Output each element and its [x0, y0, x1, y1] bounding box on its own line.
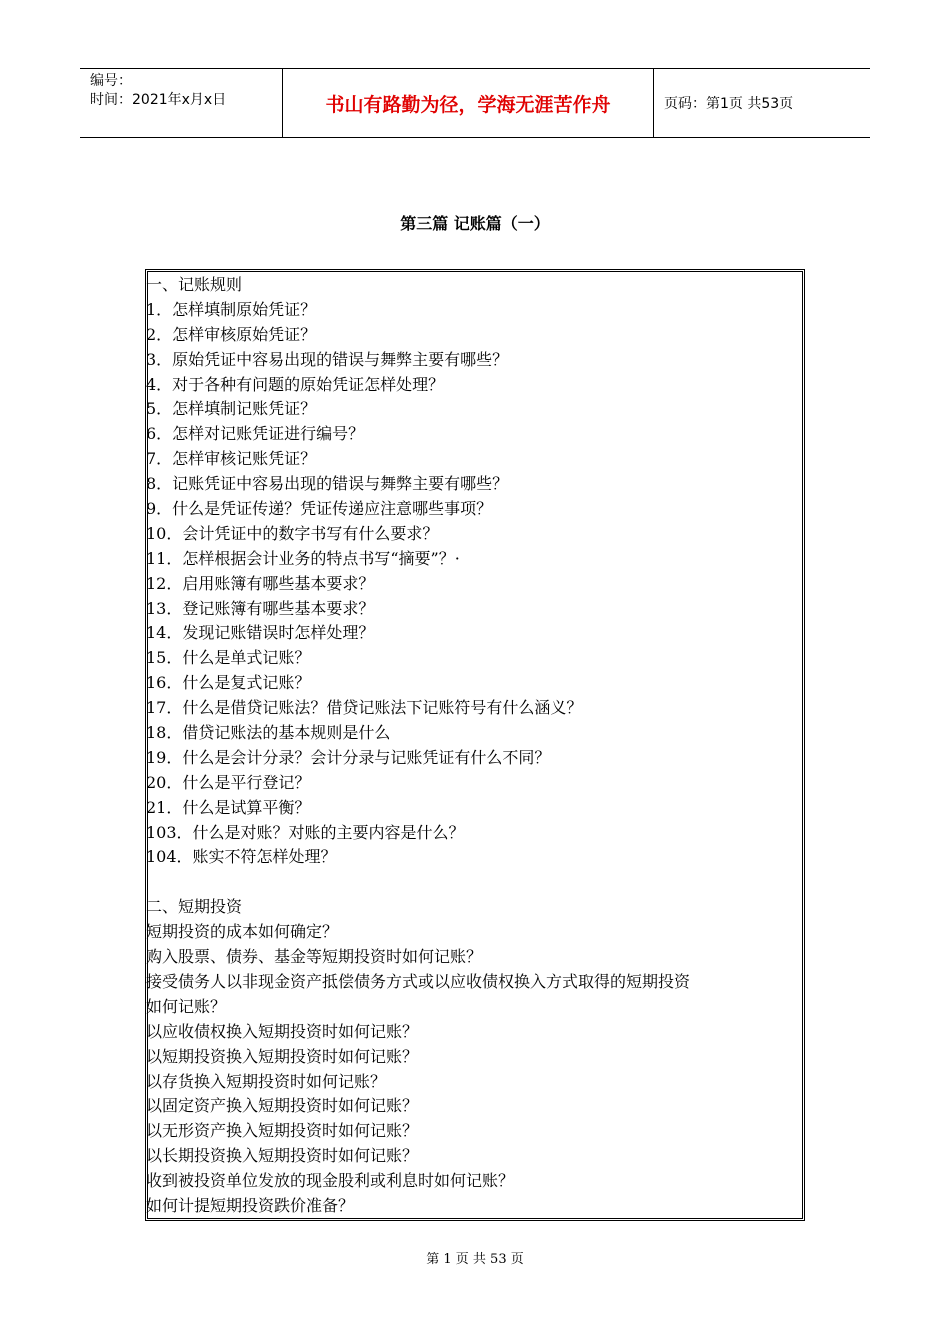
content-line: 12．启用账簿有哪些基本要求？ [146, 573, 375, 593]
content-line: 以长期投资换入短期投资时如何记账？ [146, 1146, 419, 1166]
content-line: 一、记账规则 [146, 275, 243, 294]
page-footer: 第 1 页 共 53 页 [426, 1252, 524, 1267]
content-line: 14．发现记账错误时怎样处理？ [146, 623, 375, 643]
content-line: 以无形资产换入短期投资时如何记账？ [146, 1121, 419, 1141]
header-slogan: 书山有路勤为径，学海无涯苦作舟 [283, 69, 654, 137]
content-line: 15．什么是单式记账？ [146, 648, 311, 668]
content-line: 103．什么是对账？对账的主要内容是什么？ [146, 822, 465, 842]
content-line: 5．怎样填制记账凭证？ [146, 399, 317, 419]
content-line: 19．什么是会计分录？会计分录与记账凭证有什么不同？ [146, 747, 551, 767]
content-line: 4．对于各种有问题的原始凭证怎样处理？ [146, 374, 445, 394]
content-line: 16．什么是复式记账？ [146, 673, 311, 693]
content-line: 10．会计凭证中的数字书写有什么要求？ [146, 523, 439, 543]
content-lines [146, 273, 802, 1219]
content-line: 二、短期投资 [146, 897, 243, 917]
content-line: 9．什么是凭证传递？凭证传递应注意哪些事项？ [146, 499, 493, 519]
header-serial-label: 编号： [90, 73, 132, 89]
content-line: 收到被投资单位发放的现金股利或利息时如何记账？ [146, 1171, 515, 1191]
content-line: 以固定资产换入短期投资时如何记账？ [146, 1096, 419, 1116]
content-line: 如何计提短期投资跌价准备？ [146, 1195, 355, 1215]
content-line: 104．账实不符怎样处理？ [146, 847, 337, 867]
header-meta [80, 69, 283, 137]
header-page-info: 页码：第1页 共53页 [664, 96, 794, 112]
document-title: 第三篇 记账篇（一） [400, 214, 550, 233]
content-line: 2．怎样审核原始凭证？ [146, 324, 317, 344]
content-line: 1．怎样填制原始凭证？ [146, 299, 317, 319]
content-line: 20．什么是平行登记？ [146, 772, 311, 792]
content-line: 21．什么是试算平衡？ [146, 797, 311, 817]
content-line: 3．原始凭证中容易出现的错误与舞弊主要有哪些？ [146, 349, 509, 369]
content-line: 13．登记账簿有哪些基本要求？ [146, 598, 375, 618]
content-line [146, 870, 802, 895]
content-line: 18．借贷记账法的基本规则是什么 [146, 723, 391, 743]
content-line: 购入股票、债券、基金等短期投资时如何记账？ [146, 947, 483, 967]
content-line: 17．什么是借贷记账法？借贷记账法下记账符号有什么涵义？ [146, 698, 583, 718]
content-line: 7．怎样审核记账凭证？ [146, 449, 317, 469]
content-line: 接受债务人以非现金资产抵偿债务方式或以应收债权换入方式取得的短期投资 [146, 971, 691, 991]
header-date: 时间：2021年x月x日 [90, 92, 227, 108]
page-header [80, 68, 870, 138]
content-line: 如何记账？ [146, 996, 227, 1016]
content-line: 8．记账凭证中容易出现的错误与舞弊主要有哪些？ [146, 474, 509, 494]
content-line: 以短期投资换入短期投资时如何记账？ [146, 1046, 419, 1066]
content-line: 以应收债权换入短期投资时如何记账？ [146, 1021, 419, 1041]
content-line: 短期投资的成本如何确定？ [146, 922, 339, 942]
content-line: 6．怎样对记账凭证进行编号？ [146, 424, 365, 444]
content-line: 以存货换入短期投资时如何记账？ [146, 1071, 387, 1091]
content-line: 11．怎样根据会计业务的特点书写“摘要”？· [146, 548, 460, 568]
